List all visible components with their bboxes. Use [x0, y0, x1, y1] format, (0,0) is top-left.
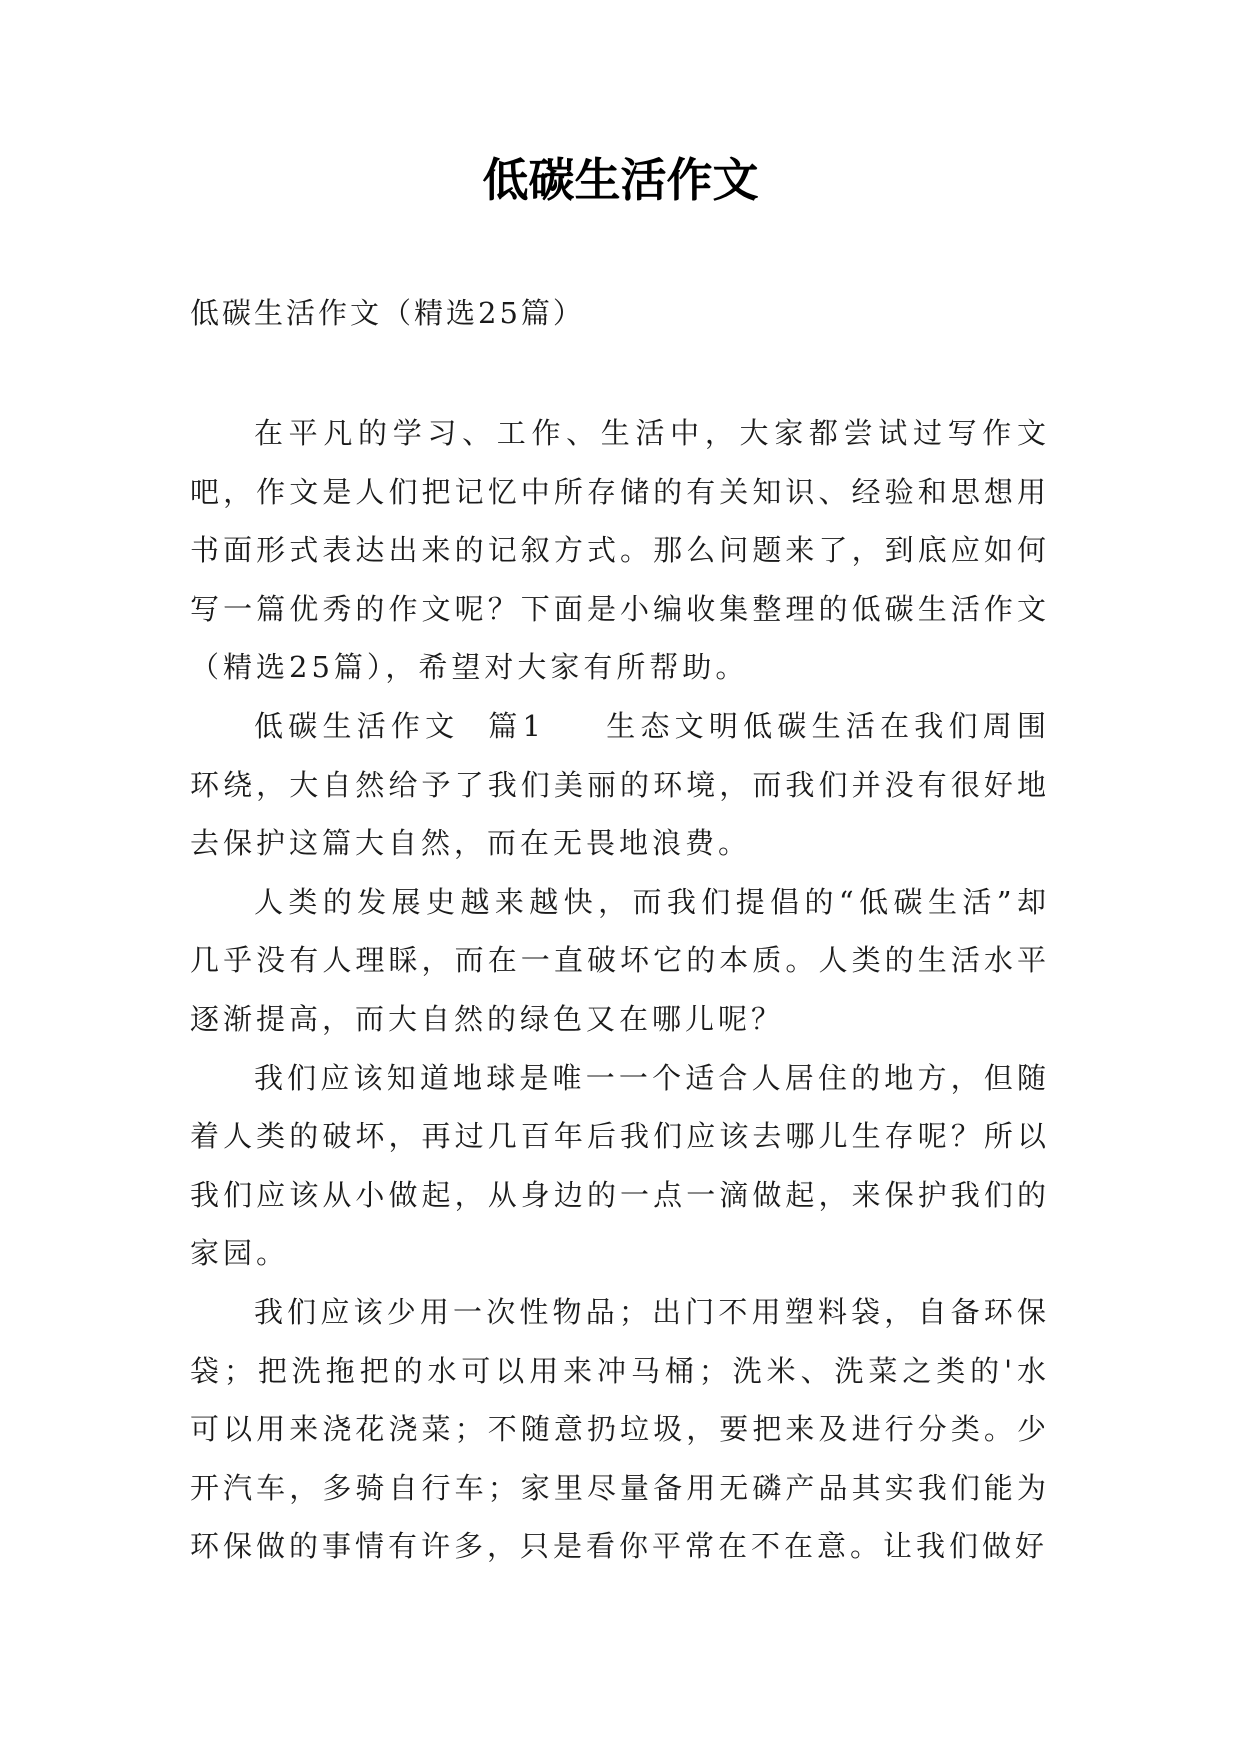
essay-1-heading: 低碳生活作文 篇1: [254, 708, 545, 743]
essay-1-paragraph-4: 我们应该少用一次性物品；出门不用塑料袋，自备环保袋；把洗拖把的水可以用来冲马桶；洗米、洗菜之类的'水可以用来浇花浇菜；不随意扔垃圾，要把来及进行分类。少开汽车，多骑自行车；家里尽量备用无磷产品其实我们能为环保做的事情有许多，只是看你平常在不在意。让我们做好: [190, 1294, 1050, 1564]
essay-1-opening-paragraph: [190, 697, 1050, 873]
document-subtitle: 低碳生活作文（精选25篇）: [190, 296, 585, 330]
essay-1-paragraph-2: 人类的发展史越来越快，而我们提倡的“低碳生活”却几乎没有人理睬，而在一直破坏它的本质。人类的生活水平逐渐提高，而大自然的绿色又在哪儿呢？: [190, 884, 1050, 1036]
intro-paragraph: 在平凡的学习、工作、生活中，大家都尝试过写作文吧，作文是人们把记忆中所存储的有关知识、经验和思想用书面形式表达出来的记叙方式。那么问题来了，到底应如何写一篇优秀的作文呢？下面是小编收集整理的低碳生活作文（精选25篇），希望对大家有所帮助。: [190, 416, 1050, 685]
document-body: [190, 404, 1050, 1576]
essay-1-paragraph-3: 我们应该知道地球是唯一一个适合人居住的地方，但随着人类的破坏，再过几百年后我们应该去哪儿生存呢？所以我们应该从小做起，从身边的一点一滴做起，来保护我们的家园。: [190, 1060, 1050, 1271]
essay-1-paragraph-1-text: 生态文明低碳生活在我们周围环绕，大自然给予了我们美丽的环境，而我们并没有很好地去保护这篇大自然，而在无畏地浪费。: [190, 708, 1050, 861]
document-title: 低碳生活作文: [482, 153, 759, 207]
